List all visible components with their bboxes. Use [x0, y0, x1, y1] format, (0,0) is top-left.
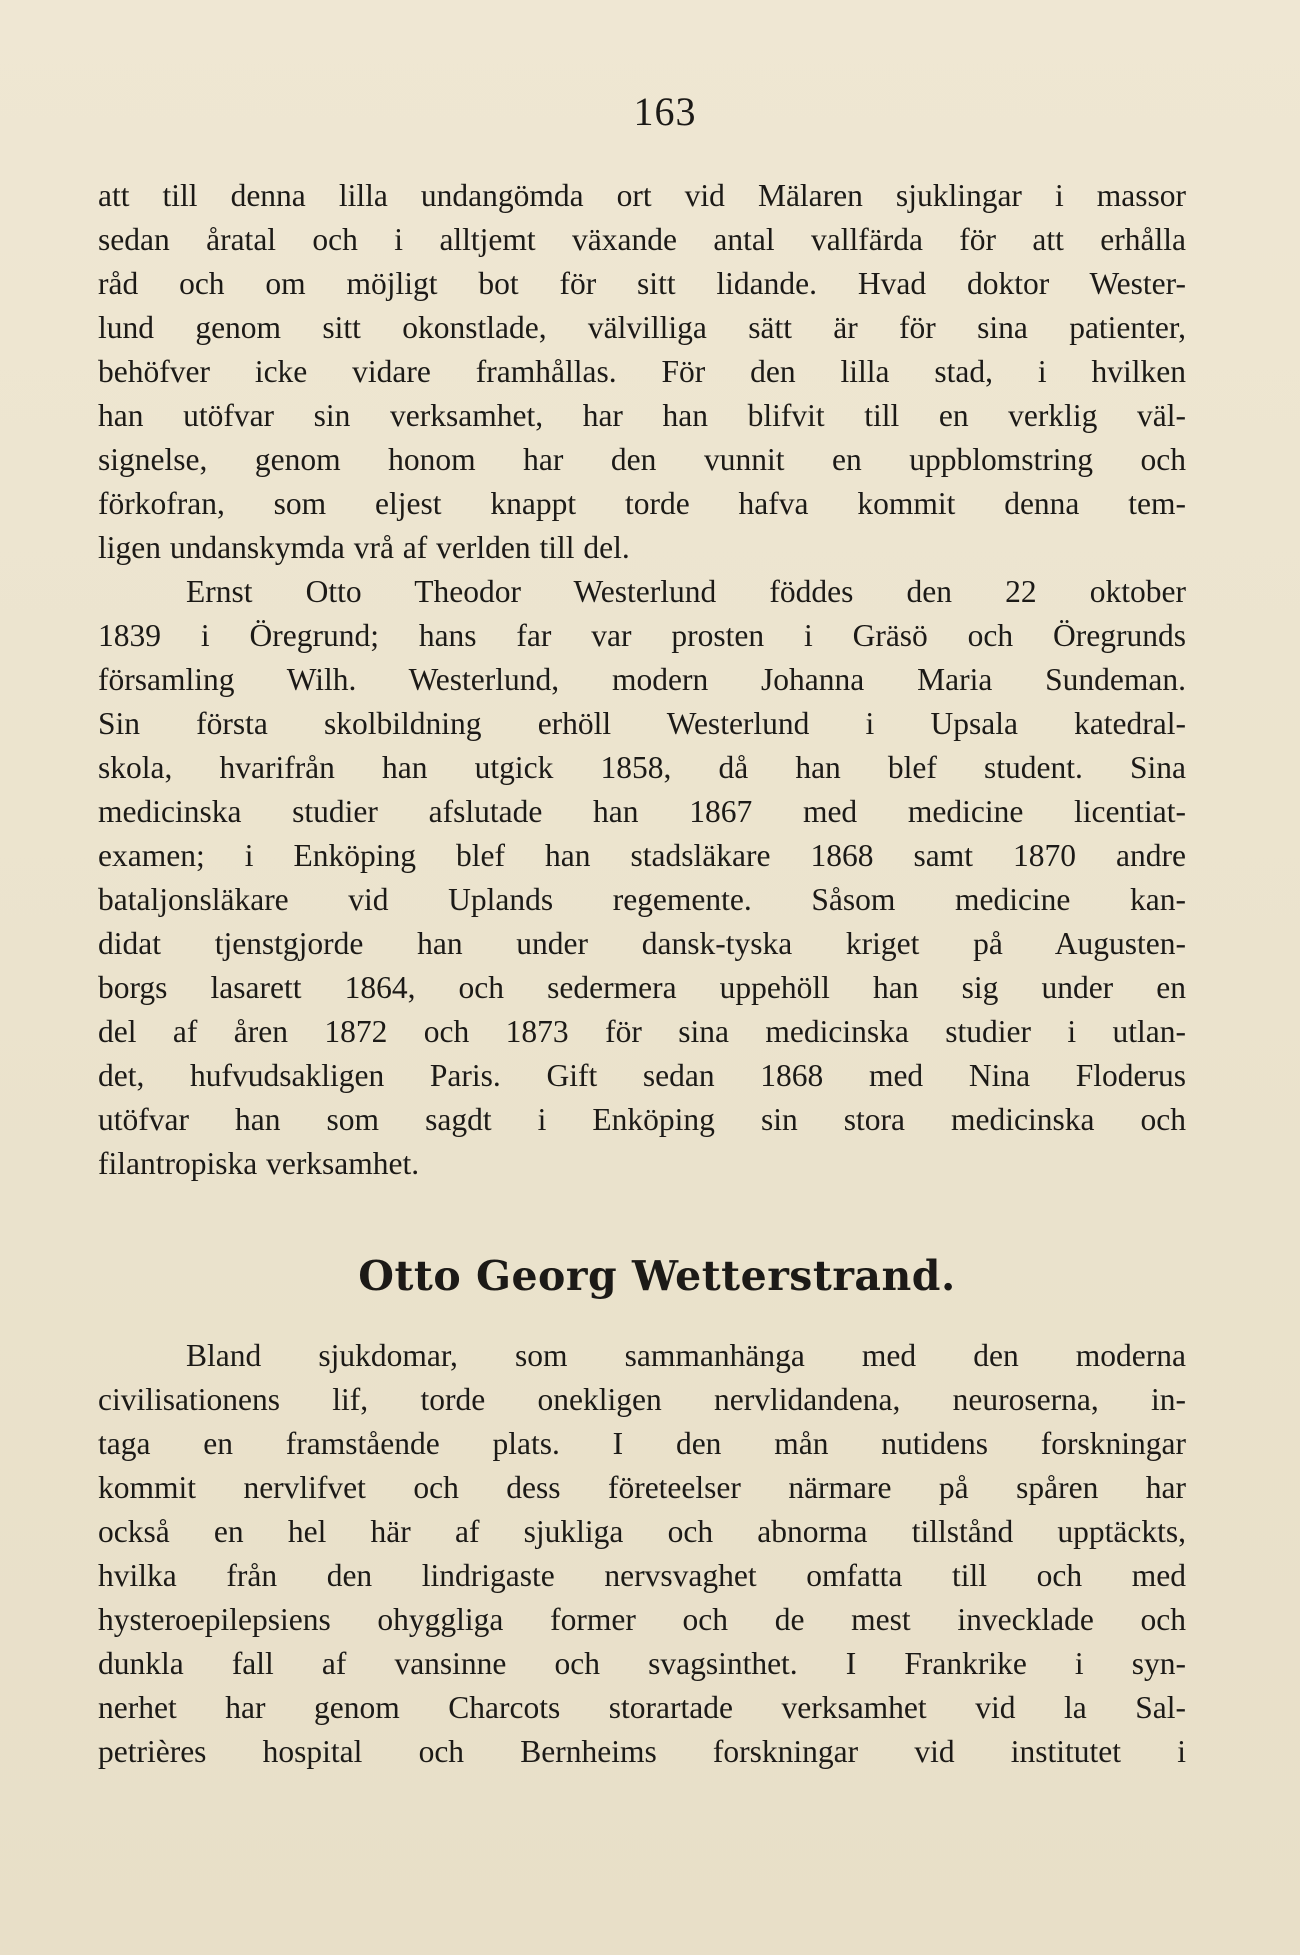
text-line: borgs lasarett 1864, och sedermera uppehöll han sig under en [98, 970, 1186, 1005]
paragraph-section-intro [98, 1334, 1186, 1774]
text-line: att till denna lilla undangömda ort vid Mälaren sjuklingar i massor [98, 178, 1186, 213]
text-line: signelse, genom honom har den vunnit en uppblomstring och [98, 442, 1186, 477]
text-line: behöfver icke vidare framhållas. För den lilla stad, i hvilken [98, 354, 1186, 389]
text-line: bataljonsläkare vid Uplands regemente. Såsom medicine kan- [98, 882, 1186, 917]
text-line: förkofran, som eljest knappt torde hafva kommit denna tem- [98, 486, 1186, 521]
text-line: dunkla fall af vansinne och svagsinthet. I Frankrike i syn- [98, 1646, 1186, 1681]
text-line: civilisationens lif, torde onekligen nervlidandena, neuroserna, in- [98, 1382, 1186, 1417]
text-line: utöfvar han som sagdt i Enköping sin stora medicinska och [98, 1102, 1186, 1137]
text-line: också en hel här af sjukliga och abnorma tillstånd upptäckts, [98, 1514, 1186, 1549]
paragraph-biography [98, 570, 1186, 1186]
text-line: ligen undanskymda vrå af verlden till del. [98, 530, 630, 565]
text-line: Sin första skolbildning erhöll Westerlund i Upsala katedral- [98, 706, 1186, 741]
section-heading: Otto Georg Wetterstrand. [358, 1252, 956, 1300]
text-line: petrières hospital och Bernheims forskningar vid institutet i [98, 1734, 1186, 1769]
text-line: medicinska studier afslutade han 1867 med medicine licentiat- [98, 794, 1186, 829]
text-line: råd och om möjligt bot för sitt lidande. Hvad doktor Wester- [98, 266, 1186, 301]
text-line: han utöfvar sin verksamhet, har han blifvit till en verklig väl- [98, 398, 1186, 433]
text-line: didat tjenstgjorde han under dansk-tyska kriget på Augusten- [98, 926, 1186, 961]
text-line: taga en framstående plats. I den mån nutidens forskningar [98, 1426, 1186, 1461]
text-line: del af åren 1872 och 1873 för sina medicinska studier i utlan- [98, 1014, 1186, 1049]
text-line: sedan åratal och i alltjemt växande antal vallfärda för att erhålla [98, 222, 1186, 257]
text-line: Ernst Otto Theodor Westerlund föddes den 22 oktober [186, 574, 1186, 609]
text-line: skola, hvarifrån han utgick 1858, då han blef student. Sina [98, 750, 1186, 785]
text-line: Bland sjukdomar, som sammanhänga med den moderna [186, 1338, 1186, 1373]
text-line: 1839 i Öregrund; hans far var prosten i Gräsö och Öregrunds [98, 618, 1186, 653]
page-number: 163 [633, 89, 697, 134]
text-line: lund genom sitt okonstlade, välvilliga sätt är för sina patienter, [98, 310, 1186, 345]
text-line: hysteroepilepsiens ohyggliga former och de mest invecklade och [98, 1602, 1186, 1637]
text-line: det, hufvudsakligen Paris. Gift sedan 1868 med Nina Floderus [98, 1058, 1186, 1093]
text-line: nerhet har genom Charcots storartade verksamhet vid la Sal- [98, 1690, 1186, 1725]
text-line: kommit nervlifvet och dess företeelser närmare på spåren har [98, 1470, 1186, 1505]
paragraph-continuation [98, 174, 1186, 570]
text-line: hvilka från den lindrigaste nervsvaghet omfatta till och med [98, 1558, 1186, 1593]
text-line: församling Wilh. Westerlund, modern Johanna Maria Sundeman. [98, 662, 1186, 697]
text-line: filantropiska verksamhet. [98, 1146, 420, 1181]
text-line: examen; i Enköping blef han stadsläkare 1868 samt 1870 andre [98, 838, 1186, 873]
